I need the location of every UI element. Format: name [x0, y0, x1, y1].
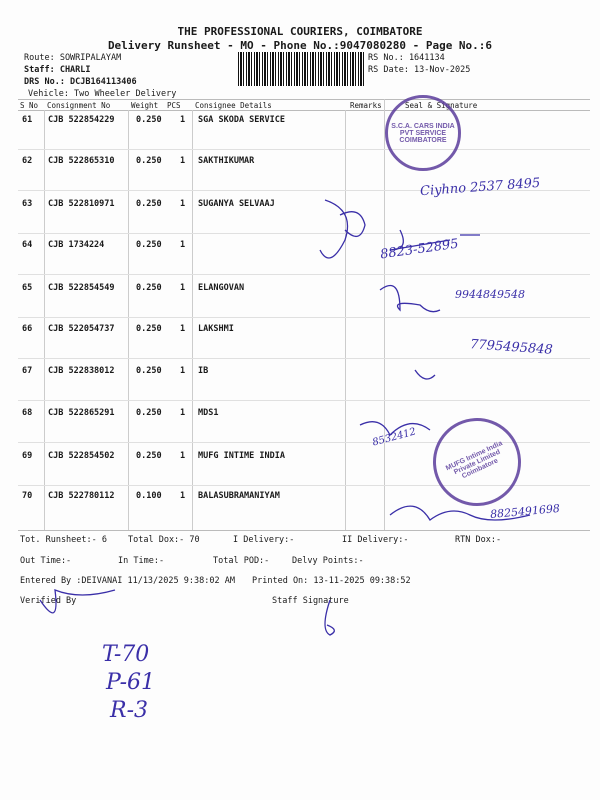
pcs: 1 — [180, 324, 186, 334]
col-pcs: PCS — [167, 101, 181, 110]
consignment-no: CJB 522854549 — [48, 283, 115, 293]
pcs: 1 — [180, 156, 186, 166]
consignee-name: MUFG INTIME INDIA — [198, 451, 285, 461]
rtn-dox: RTN Dox:- — [455, 535, 502, 545]
consignment-no: CJB 522810971 — [48, 199, 115, 209]
col-seal-signature: Seal & Signature — [405, 101, 478, 110]
weight: 0.250 — [136, 366, 162, 376]
consignee-name: BALASUBRAMANIYAM — [198, 491, 280, 501]
drs-no: DRS No.: DCJB164113406 — [24, 77, 137, 87]
out-time: Out Time:- — [20, 556, 72, 566]
consignment-no: CJB 522854502 — [48, 451, 115, 461]
consignee-name: MDS1 — [198, 408, 219, 418]
route: Route: SOWRIPALAYAM — [24, 53, 122, 63]
handwritten-note-pod: P-61 — [106, 670, 156, 695]
mufg-stamp: MUFG Intime India Private Limited Coimbatore — [419, 404, 536, 521]
pcs: 1 — [180, 283, 186, 293]
pcs: 1 — [180, 451, 186, 461]
handwritten-phone-70: 8825491698 — [489, 501, 561, 522]
weight: 0.250 — [136, 156, 162, 166]
handwritten-phone-65: 9944849548 — [455, 288, 525, 301]
verified-by: Verified By — [20, 596, 77, 606]
in-time: In Time:- — [118, 556, 165, 566]
handwritten-note-return: R-3 — [110, 698, 148, 723]
consignment-no: CJB 522780112 — [48, 491, 115, 501]
weight: 0.250 — [136, 324, 162, 334]
weight: 0.250 — [136, 240, 162, 250]
handwritten-phone-63: Ciyhno 2537 8495 — [419, 175, 541, 200]
sca-cars-stamp: S.C.A. CARS INDIA PVT SERVICE COIMBATORE — [385, 95, 461, 171]
col-consignment: Consignment No — [47, 101, 111, 110]
tot-runsheet: Tot. Runsheet:- 6 — [20, 535, 107, 545]
consignment-no: CJB 522865310 — [48, 156, 115, 166]
weight: 0.250 — [136, 408, 162, 418]
handwritten-phone-69: 8532412 — [371, 426, 418, 449]
s-no: 65 — [22, 283, 33, 293]
consignee-name: IB — [198, 366, 209, 376]
runsheet-subtitle: Delivery Runsheet - MO - Phone No.:9047080280 - Page No.:6 — [107, 39, 493, 52]
i-delivery: I Delivery:- — [233, 535, 295, 545]
s-no: 69 — [22, 451, 33, 461]
consignment-no: CJB 522854229 — [48, 115, 115, 125]
printed-on: Printed On: 13-11-2025 09:38:52 — [252, 576, 411, 586]
ii-delivery: II Delivery:- — [342, 535, 409, 545]
s-no: 70 — [22, 491, 33, 501]
staff-signature: Staff Signature — [272, 596, 349, 606]
weight: 0.250 — [136, 283, 162, 293]
pcs: 1 — [180, 366, 186, 376]
consignee-name: SAKTHIKUMAR — [198, 156, 255, 166]
consignment-no: CJB 522865291 — [48, 408, 115, 418]
col-consignee: Consignee Details — [195, 101, 272, 110]
s-no: 66 — [22, 324, 33, 334]
delvy-points: Delvy Points:- — [292, 556, 364, 566]
weight: 0.250 — [136, 115, 162, 125]
handwritten-note-total: T-70 — [102, 642, 150, 667]
pcs: 1 — [180, 408, 186, 418]
weight: 0.250 — [136, 199, 162, 209]
s-no: 68 — [22, 408, 33, 418]
consignment-no: CJB 522054737 — [48, 324, 115, 334]
consignment-no: CJB 522838012 — [48, 366, 115, 376]
staff: Staff: CHARLI — [24, 65, 91, 75]
consignee-name: SGA SKODA SERVICE — [198, 115, 285, 125]
consignment-no: CJB 1734224 — [48, 240, 105, 250]
rs-date: RS Date: 13-Nov-2025 — [368, 65, 471, 75]
handwritten-phone-64: 8823-52895 — [379, 236, 460, 263]
s-no: 63 — [22, 199, 33, 209]
col-sno: S No — [20, 101, 39, 110]
pcs: 1 — [180, 115, 186, 125]
weight: 0.100 — [136, 491, 162, 501]
total-dox: Total Dox:- 70 — [128, 535, 200, 545]
handwritten-phone-66: 7795495848 — [469, 337, 554, 358]
consignee-name: LAKSHMI — [198, 324, 234, 334]
pcs: 1 — [180, 199, 186, 209]
weight: 0.250 — [136, 451, 162, 461]
s-no: 67 — [22, 366, 33, 376]
col-remarks: Remarks — [350, 101, 382, 110]
entered-by: Entered By :DEIVANAI 11/13/2025 9:38:02 AM — [20, 576, 235, 586]
rs-no: RS No.: 1641134 — [368, 53, 445, 63]
total-pod: Total POD:- — [213, 556, 270, 566]
pcs: 1 — [180, 240, 186, 250]
pcs: 1 — [180, 491, 186, 501]
vehicle: Vehicle: Two Wheeler Delivery — [28, 89, 177, 99]
consignee-name: SUGANYA SELVAAJ — [198, 199, 275, 209]
col-weight: Weight — [131, 101, 159, 110]
s-no: 62 — [22, 156, 33, 166]
s-no: 61 — [22, 115, 33, 125]
consignee-name: ELANGOVAN — [198, 283, 245, 293]
s-no: 64 — [22, 240, 33, 250]
company-title: THE PROFESSIONAL COURIERS, COIMBATORE — [177, 25, 423, 38]
